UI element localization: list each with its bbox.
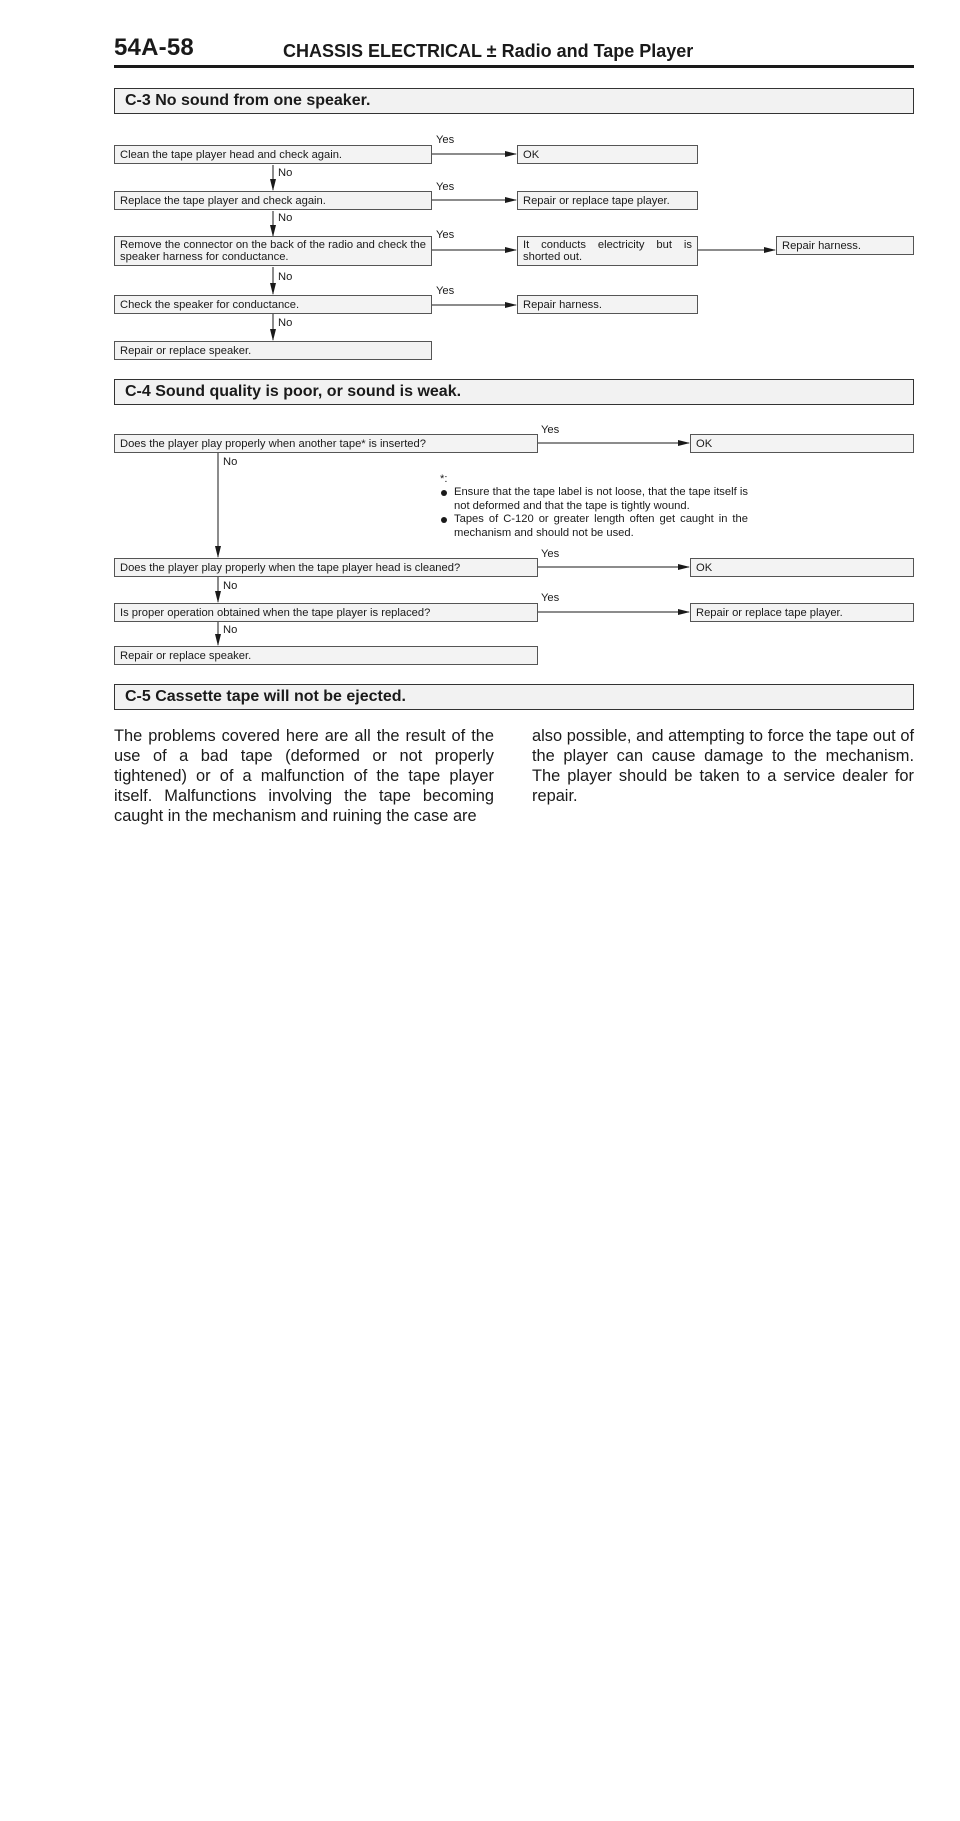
c4-footnote-bullet-1: Ensure that the tape label is not loose, that the tape itself is not deformed and that the tape is tightly wound. — [440, 486, 748, 513]
c3-result-4: Repair harness. — [517, 295, 698, 314]
c3-step-3-text: Remove the connector on the back of the radio and check the speaker harness for conductance. — [120, 239, 426, 263]
c3-no-label-1: No — [278, 167, 293, 179]
c4-result-1: OK — [690, 434, 914, 453]
c3-result-2: Repair or replace tape player. — [517, 191, 698, 210]
c4-step-1: Does the player play properly when another tape* is inserted? — [114, 434, 538, 453]
c4-step-3: Is proper operation obtained when the tape player is replaced? — [114, 603, 538, 622]
c4-no-label-1: No — [223, 456, 238, 468]
c4-footnote-bullet-2: Tapes of C-120 or greater length often get caught in the mechanism and should not be used. — [440, 513, 748, 540]
c3-yes-label-2: Yes — [436, 181, 455, 193]
c3-no-label-4: No — [278, 317, 293, 329]
c3-step-3 — [114, 236, 432, 266]
c4-footnote — [440, 473, 748, 540]
section-title-c4: C-4 Sound quality is poor, or sound is weak. — [114, 379, 914, 405]
c4-no-label-3: No — [223, 624, 238, 636]
section-title-c3: C-3 No sound from one speaker. — [114, 88, 914, 114]
page-title: CHASSIS ELECTRICAL ± Radio and Tape Player — [283, 41, 694, 61]
c3-yes-label-1: Yes — [436, 134, 455, 146]
c3-result-1: OK — [517, 145, 698, 164]
c3-step-4: Check the speaker for conductance. — [114, 295, 432, 314]
c3-step-1: Clean the tape player head and check again. — [114, 145, 432, 164]
c5-paragraph-left: The problems covered here are all the result of the use of a bad tape (deformed or not properly tightened) or of a malfunction of the tape player itself. Malfunctions involving the tape becoming caught in the mechanism and ruining the case are — [114, 727, 494, 825]
page-number: 54A-58 — [114, 34, 194, 61]
c4-step-4: Repair or replace speaker. — [114, 646, 538, 665]
c4-yes-label-3: Yes — [541, 592, 560, 604]
c3-result-harness: Repair harness. — [776, 236, 914, 255]
c4-result-3: Repair or replace tape player. — [690, 603, 914, 622]
c4-step-2: Does the player play properly when the tape player head is cleaned? — [114, 558, 538, 577]
c4-yes-label-2: Yes — [541, 548, 560, 560]
c3-result-3 — [517, 236, 698, 266]
c3-no-label-2: No — [278, 212, 293, 224]
c4-result-2: OK — [690, 558, 914, 577]
c4-yes-label-1: Yes — [541, 424, 560, 436]
c3-yes-label-4: Yes — [436, 285, 455, 297]
c3-yes-label-3: Yes — [436, 229, 455, 241]
c5-paragraph-right: also possible, and attempting to force the tape out of the player can cause damage to the mechanism. The player should be taken to a service dealer for repair. — [532, 727, 914, 805]
section-title-c5: C-5 Cassette tape will not be ejected. — [114, 684, 914, 710]
c3-step-2: Replace the tape player and check again. — [114, 191, 432, 210]
c3-no-label-3: No — [278, 271, 293, 283]
c3-result-3-text: It conducts electricity but is shorted out. — [523, 239, 692, 263]
c4-footnote-marker: *: — [440, 473, 448, 485]
c3-step-5: Repair or replace speaker. — [114, 341, 432, 360]
c4-no-label-2: No — [223, 580, 238, 592]
